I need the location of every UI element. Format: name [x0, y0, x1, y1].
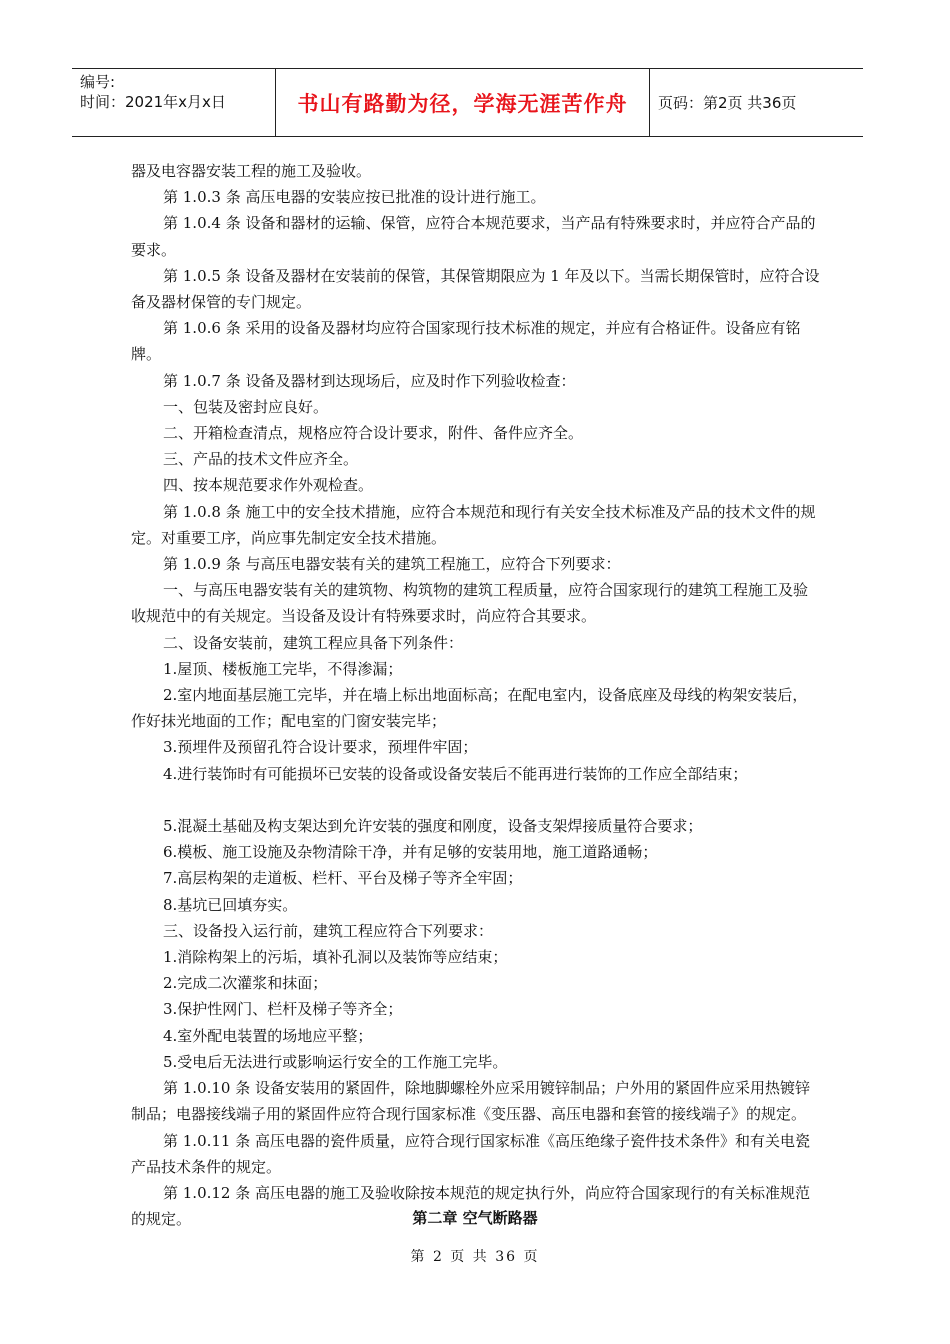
paragraph: 二、设备安装前，建筑工程应具备下列条件： [163, 633, 464, 652]
paragraph: 4.室外配电装置的场地应平整； [163, 1026, 373, 1045]
page-footer: 第 2 页 共 36 页 [410, 1249, 540, 1265]
paragraph: 3.保护性网门、栏杆及梯子等齐全； [163, 1000, 403, 1019]
paragraph: 第 1.0.11 条 高压电器的瓷件质量，应符合现行国家标准《高压绝缘子瓷件技术条件》和有关电瓷产品技术条件的规定。 [131, 1131, 811, 1176]
paragraph: 2.室内地面基层施工完毕，并在墙上标出地面标高；在配电室内，设备底座及母线的构架安装后，作好抹光地面的工作；配电室的门窗安装完毕； [131, 686, 808, 731]
paragraph: 6.模板、施工设施及杂物清除干净，并有足够的安装用地，施工道路通畅； [163, 843, 658, 862]
number-label: 编号: [80, 73, 116, 91]
paragraph: 2.完成二次灌浆和抹面； [163, 974, 328, 993]
motto: 书山有路勤为径，学海无涯苦作舟 [276, 69, 650, 136]
paragraph: 三、产品的技术文件应齐全。 [163, 450, 359, 469]
chapter-title: 第二章 空气断路器 [412, 1209, 538, 1227]
time-label: 时间：2021年x月x日 [80, 93, 226, 111]
paragraph: 第 1.0.9 条 与高压电器安装有关的建筑工程施工，应符合下列要求： [163, 555, 621, 574]
paragraph: 一、与高压电器安装有关的建筑物、构筑物的建筑工程质量，应符合国家现行的建筑工程施工及验收规范中的有关规定。当设备及设计有特殊要求时，尚应符合其要求。 [131, 581, 809, 626]
paragraph: 四、按本规范要求作外观检查。 [163, 476, 374, 495]
page-header [72, 68, 863, 137]
paragraph: 第 1.0.12 条 高压电器的施工及验收除按本规范的规定执行外，尚应符合国家现行的有关标准规范的规定。 [131, 1183, 811, 1229]
paragraph: 第 1.0.10 条 设备安装用的紧固件，除地脚螺栓外应采用镀锌制品；户外用的紧固件应采用热镀锌制品；电器接线端子用的紧固件应符合现行国家标准《变压器、高压电器和套管的接线端子》的规定。 [131, 1079, 811, 1124]
paragraph: 一、包装及密封应良好。 [163, 397, 329, 416]
paragraph: 第 1.0.5 条 设备及器材在安装前的保管，其保管期限应为 1 年及以下。当需长期保管时，应符合设备及器材保管的专门规定。 [131, 266, 820, 312]
paragraph: 1.消除构架上的污垢，填补孔洞以及装饰等应结束； [163, 948, 508, 967]
paragraph: 3.预埋件及预留孔符合设计要求，预埋件牢固； [163, 738, 478, 757]
paragraph [131, 787, 821, 813]
paragraph: 4.进行装饰时有可能损坏已安装的设备或设备安装后不能再进行装饰的工作应全部结束； [163, 764, 748, 783]
paragraph: 7.高层构架的走道板、栏杆、平台及梯子等齐全牢固； [163, 869, 523, 888]
paragraph: 5.混凝土基础及构支架达到允许安装的强度和刚度，设备支架焊接质量符合要求； [163, 817, 703, 836]
paragraph: 第 1.0.4 条 设备和器材的运输、保管，应符合本规范要求，当产品有特殊要求时，并应符合产品的要求。 [131, 214, 816, 259]
paragraph: 二、开箱检查清点，规格应符合设计要求，附件、备件应齐全。 [163, 424, 584, 443]
paragraph: 第 1.0.8 条 施工中的安全技术措施，应符合本规范和现行有关安全技术标准及产品的技术文件的规定。对重要工序，尚应事先制定安全技术措施。 [131, 502, 816, 547]
paragraph: 5.受电后无法进行或影响运行安全的工作施工完毕。 [163, 1052, 508, 1071]
paragraph: 器及电容器安装工程的施工及验收。 [131, 162, 372, 180]
paragraph: 8.基坑已回填夯实。 [163, 895, 298, 914]
paragraph: 第 1.0.6 条 采用的设备及器材均应符合国家现行技术标准的规定，并应有合格证件。设备应有铭牌。 [131, 319, 801, 364]
document-body [131, 158, 821, 1232]
paragraph: 三、设备投入运行前，建筑工程应符合下列要求： [163, 921, 494, 940]
paragraph: 1.屋顶、楼板施工完毕，不得渗漏； [163, 659, 403, 678]
paragraph: 第 1.0.7 条 设备及器材到达现场后，应及时作下列验收检查： [163, 371, 576, 390]
paragraph: 第 1.0.3 条 高压电器的安装应按已批准的设计进行施工。 [163, 188, 546, 207]
header-left-cell [72, 69, 276, 136]
page-info: 页码：第2页 共36页 [658, 94, 797, 112]
